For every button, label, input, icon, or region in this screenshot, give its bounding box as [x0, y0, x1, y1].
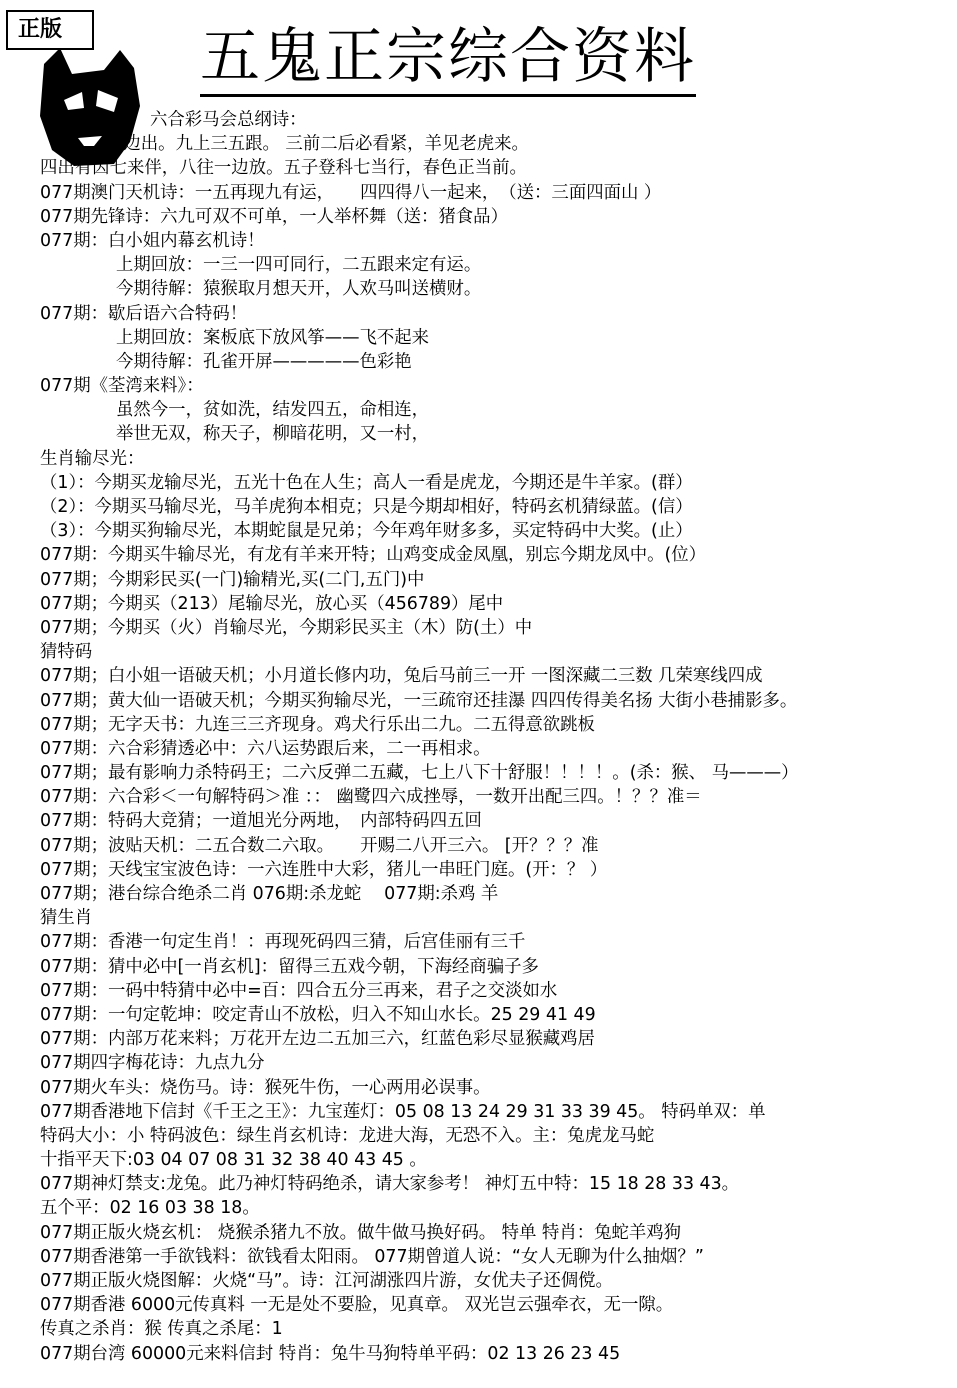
- text-line: 077期：一句定乾坤：咬定青山不放松，归入不知山水长。25 29 41 49: [40, 1004, 596, 1025]
- text-line: 077期先锋诗：六九可双不可单，一人举杯舞（送：猪食品）: [40, 206, 508, 227]
- text-line: 077期：一码中特猜中必中=百：四合五分三再来，君子之交淡如水: [40, 980, 558, 1001]
- text-line: （1）：今期买龙输尽光，五光十色在人生；高人一看是虎龙，今期还是牛羊家。(群）: [40, 472, 693, 493]
- text-line: 077期；无字天书：九连三三齐现身。鸡犬行乐出二九。二五得意欲跳板: [40, 714, 595, 735]
- text-line: 077期：歇后语六合特码！: [40, 303, 248, 324]
- text-line: 四出有因七来伴，八往一边放。五子登科七当行，春色正当前。: [40, 158, 527, 179]
- text-line: 077期：猜中必中[一肖玄机]：留得三五戏今朝，下海经商骗子多: [40, 956, 539, 977]
- page-title: 五鬼正宗综合资料: [200, 22, 696, 97]
- text-line: 077期澳门天机诗：一五再现九有运， 四四得八一起来， （送：三面四面山 ）: [40, 182, 662, 203]
- text-line: 077期神灯禁支:龙兔。此乃神灯特码绝杀，请大家参考！ 神灯五中特：15 18 28 33 43。: [40, 1174, 740, 1195]
- text-line: 077期；天线宝宝波色诗：一六连胜中大彩，猪儿一串旺门庭。(开：？ ）: [40, 859, 608, 880]
- text-line: 077期：白小姐内幕玄机诗！: [40, 230, 265, 251]
- text-line: 077期；黄大仙一语破天机；今期买狗输尽光，一三疏帘还挂瀑 四四传得美名扬 大街小巷捕影多。: [40, 690, 798, 711]
- text-line: 虽然今一，贫如洗，结发四五，命相连，: [116, 400, 430, 421]
- text-line: （3）：今期买狗输尽光，本期蛇鼠是兄弟；今年鸡年财多多，买定特码中大奖。(止）: [40, 521, 693, 542]
- text-line: 猜生肖: [40, 908, 93, 929]
- text-line: 077期；白小姐一语破天机；小月道长修内功，兔后马前三一开 一图深藏二三数 几荣寒线四成: [40, 666, 763, 687]
- text-line: 077期四字梅花诗：九点九分: [40, 1053, 265, 1074]
- text-line: 传真之杀肖：猴 传真之杀尾：1: [40, 1319, 283, 1340]
- text-line: 077期香港第一手欲钱料：欲钱看太阳雨。 077期曾道人说：“女人无聊为什么抽烟？”: [40, 1246, 704, 1267]
- text-line: 上期回放：案板底下放风筝——飞不起来: [116, 327, 430, 348]
- text-line: 举世无双，称天子，柳暗花明，又一村，: [116, 424, 430, 445]
- text-line: 077期；波贴天机：二五合数二六取。 开赐二八开三六。 [开？？？准: [40, 835, 599, 856]
- text-line: 077期香港 6000元传真料 一无是处不要脸，见真章。 双光岂云强牵衣，无一隙。: [40, 1295, 674, 1316]
- text-line: 077期正版火烧玄机： 烧猴杀猪九不放。做牛做马换好码。 特单 特肖：兔蛇羊鸡狗: [40, 1222, 682, 1243]
- text-line: 六合彩马会总纲诗：: [150, 110, 307, 130]
- text-line: 077期；今期买（火）肖输尽光，今期彩民买主（木）防(土）中: [40, 617, 533, 638]
- text-line: 077期香港地下信封《千王之王》：九宝莲灯：05 08 13 24 29 31 33 39 45。 特码单双：单: [40, 1101, 766, 1122]
- text-line: 077期：六合彩＜一句解特码＞准 ：： 幽鹭四六成挫辱，一数开出配三四。！？？准＝: [40, 787, 702, 808]
- text-line: 今期待解：孔雀开屏—————色彩艳: [116, 351, 412, 372]
- text-line: 十指平天下:03 04 07 08 31 32 38 40 43 45 。: [40, 1150, 427, 1171]
- text-line: 两边出。九上三五跟。 三前二后必看紧，羊见老虎来。: [106, 134, 529, 155]
- text-line: 077期；最有影响力杀特码王；二六反弹二五藏，七上八下十舒服！！！！。(杀：猴、 马———）: [40, 763, 799, 784]
- text-line: 077期《荃湾来料》：: [40, 376, 204, 397]
- text-line: 077期：今期买牛输尽光，有龙有羊来开特；山鸡变成金凤凰，别忘今期龙凤中。(位）: [40, 545, 707, 566]
- text-line: 077期；港台综合绝杀二肖 076期:杀龙蛇 077期:杀鸡 羊: [40, 884, 499, 904]
- genuine-badge: 正版: [6, 10, 94, 50]
- text-line: （2）：今期买马输尽光，马羊虎狗本相克；只是今期却相好，特码玄机猜绿蓝。(信）: [40, 497, 693, 517]
- text-line: 猜特码: [40, 642, 93, 663]
- text-line: 077期：内部万花来料；万花开左边二五加三六，红蓝色彩尽显猴藏鸡居: [40, 1029, 595, 1050]
- text-line: 077期火车头：烧伤马。诗：猴死牛伤，一心两用必误事。: [40, 1077, 491, 1098]
- text-line: 五个平：02 16 03 38 18。: [40, 1198, 260, 1219]
- text-line: 上期回放：一三一四可同行，二五跟来定有运。: [116, 255, 482, 276]
- text-line: 077期；今期彩民买(一门)输精光,买(二门,五门)中: [40, 569, 425, 590]
- text-line: 今期待解：猿猴取月想天开，人欢马叫送横财。: [116, 279, 482, 300]
- text-line: 077期正版火烧图解：火烧“马”。诗：江河湖涨四片游，女优夫子还倜傥。: [40, 1271, 613, 1291]
- text-line: 077期；今期买（213）尾输尽光，放心买（456789）尾中: [40, 593, 504, 614]
- text-line: 077期：特码大竞猜；一道旭光分两地， 内部特码四五回: [40, 811, 482, 832]
- content-lines: [40, 108, 955, 1366]
- text-line: 特码大小：小 特码波色：绿生肖玄机诗：龙进大海，无恐不入。主：兔虎龙马蛇: [40, 1125, 655, 1146]
- text-line: 077期：六合彩猜透必中：六八运势跟后来，二一再相求。: [40, 738, 491, 759]
- text-line: 生肖输尽光：: [40, 448, 145, 469]
- text-line: 077期台湾 60000元来料信封 特肖：兔牛马狗特单平码：02 13 26 23 45: [40, 1343, 621, 1364]
- text-line: 077期：香港一句定生肖！：再现死码四三猜，后宫佳丽有三千: [40, 932, 526, 953]
